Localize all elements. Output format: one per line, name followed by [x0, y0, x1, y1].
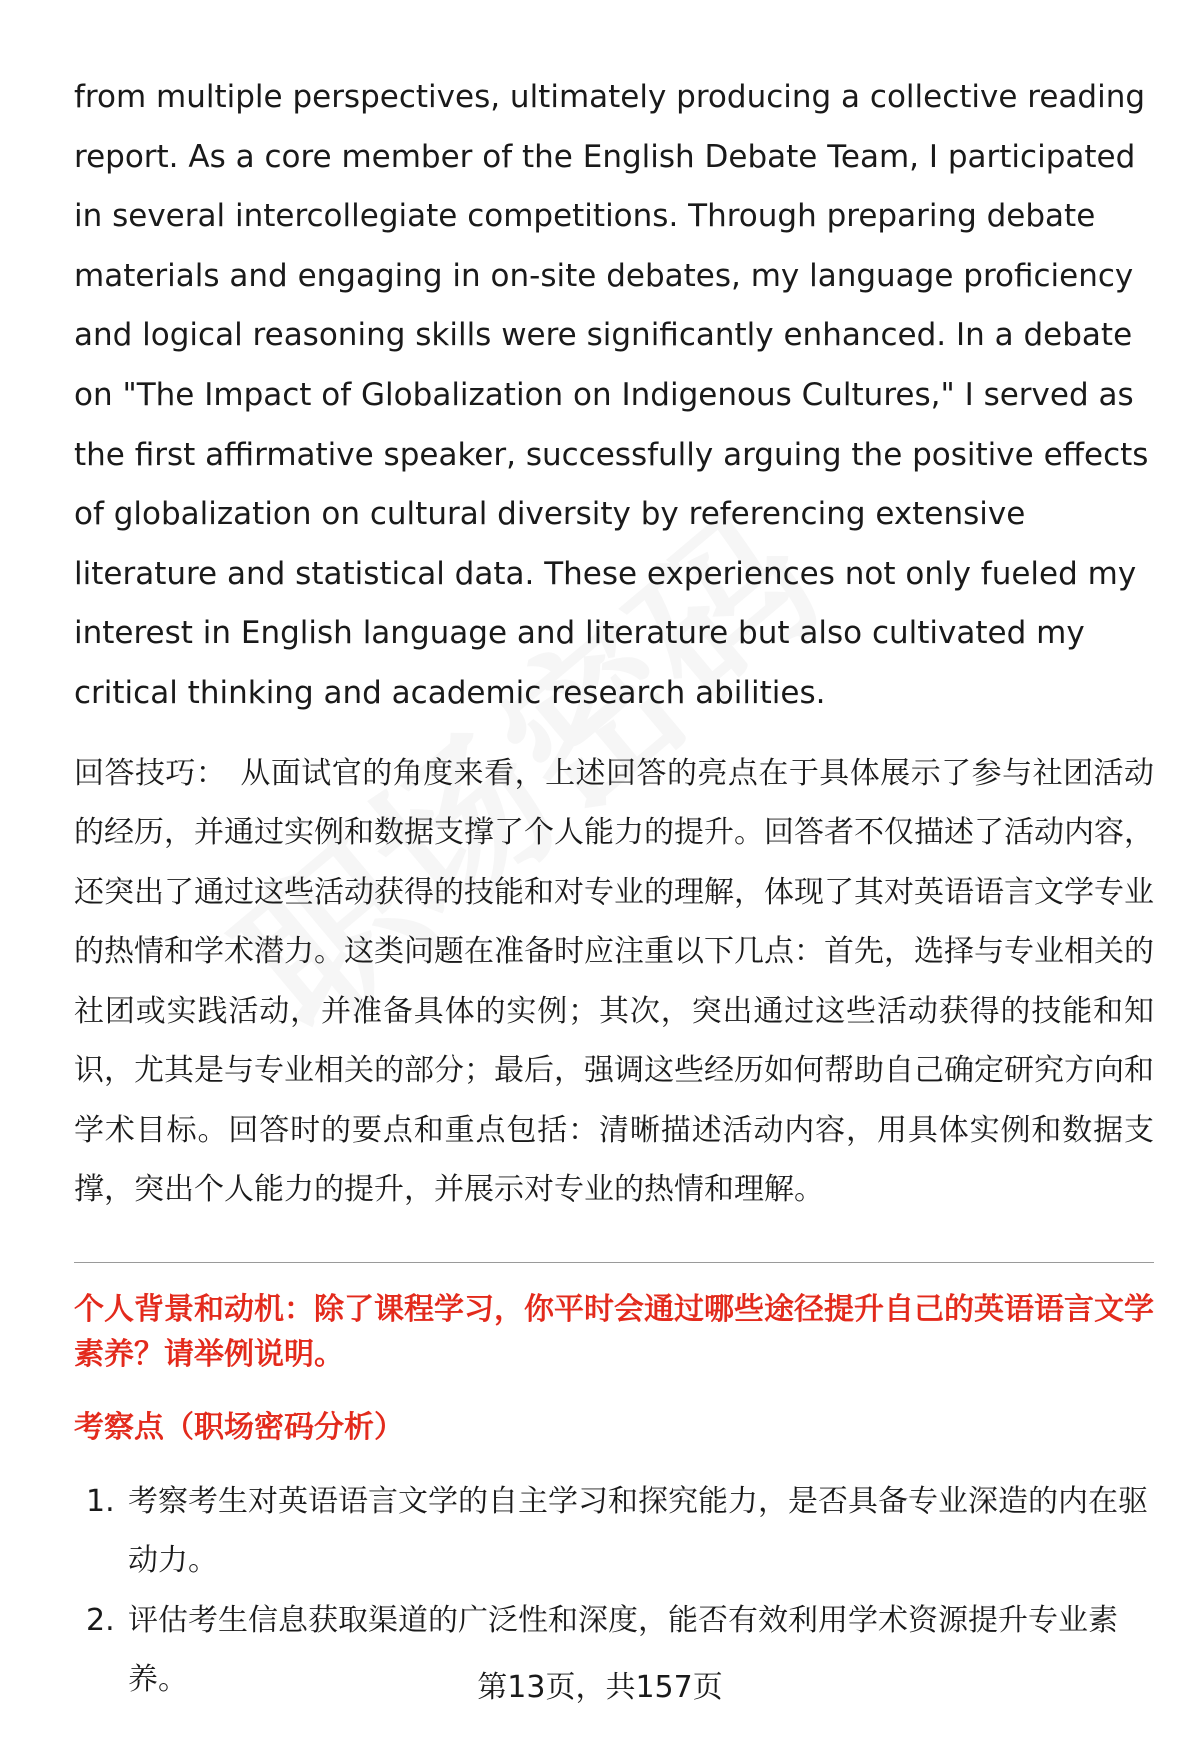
list-item-number: 1.	[86, 1483, 115, 1519]
list-item-number: 2.	[86, 1602, 115, 1638]
tips-label: 回答技巧：	[74, 755, 227, 791]
section-divider	[74, 1262, 1154, 1263]
list-item-text: 评估考生信息获取渠道的广泛性和深度，能否有效利用学术资源提升专业素养。	[128, 1602, 1118, 1698]
document-page	[74, 68, 1154, 1710]
tips-text: 从面试官的角度来看，上述回答的亮点在于具体展示了参与社团活动的经历，并通过实例和数据支撑了个人能力的提升。回答者不仅描述了活动内容，还突出了通过这些活动获得的技能和对专业的理解，体现了其对英语语言文学专业的热情和学术潜力。这类问题在准备时应注重以下几点：首先，选择与专业相关的社团或实践活动，并准备具体的实例；其次，突出通过这些活动获得的技能和知识，尤其是与专业相关的部分；最后，强调这些经历如何帮助自己确定研究方向和学术目标。回答时的要点和重点包括：清晰描述活动内容，用具体实例和数据支撑，突出个人能力的提升，并展示对专业的热情和理解。	[74, 755, 1155, 1208]
english-answer-paragraph: from multiple perspectives, ultimately producing a collective reading report. As a core member of the English Debate Team, I participated in several intercollegiate competitions. Through preparing debate materials and engaging in on-site debates, my language proficiency and logical reasoning skills were significantly enhanced. In a debate on "The Impact of Globalization on Indigenous Cultures," I served as the first affirmative speaker, successfully arguing the positive effects of globalization on cultural diversity by referencing extensive literature and statistical data. These experiences not only fueled my interest in English language and literature but also cultivated my critical thinking and academic research abilities.	[74, 79, 1149, 711]
list-item	[74, 1472, 1154, 1591]
tips-paragraph	[74, 744, 1154, 1220]
analysis-heading: 考察点（职场密码分析）	[74, 1409, 404, 1445]
list-item-text: 考察考生对英语语言文学的自主学习和探究能力，是否具备专业深造的内在驱动力。	[128, 1483, 1148, 1579]
page-number-footer: 第13页，共157页	[477, 1670, 723, 1705]
question-heading: 个人背景和动机：除了课程学习，你平时会通过哪些途径提升自己的英语语言文学素养？请举例说明。	[74, 1291, 1154, 1372]
